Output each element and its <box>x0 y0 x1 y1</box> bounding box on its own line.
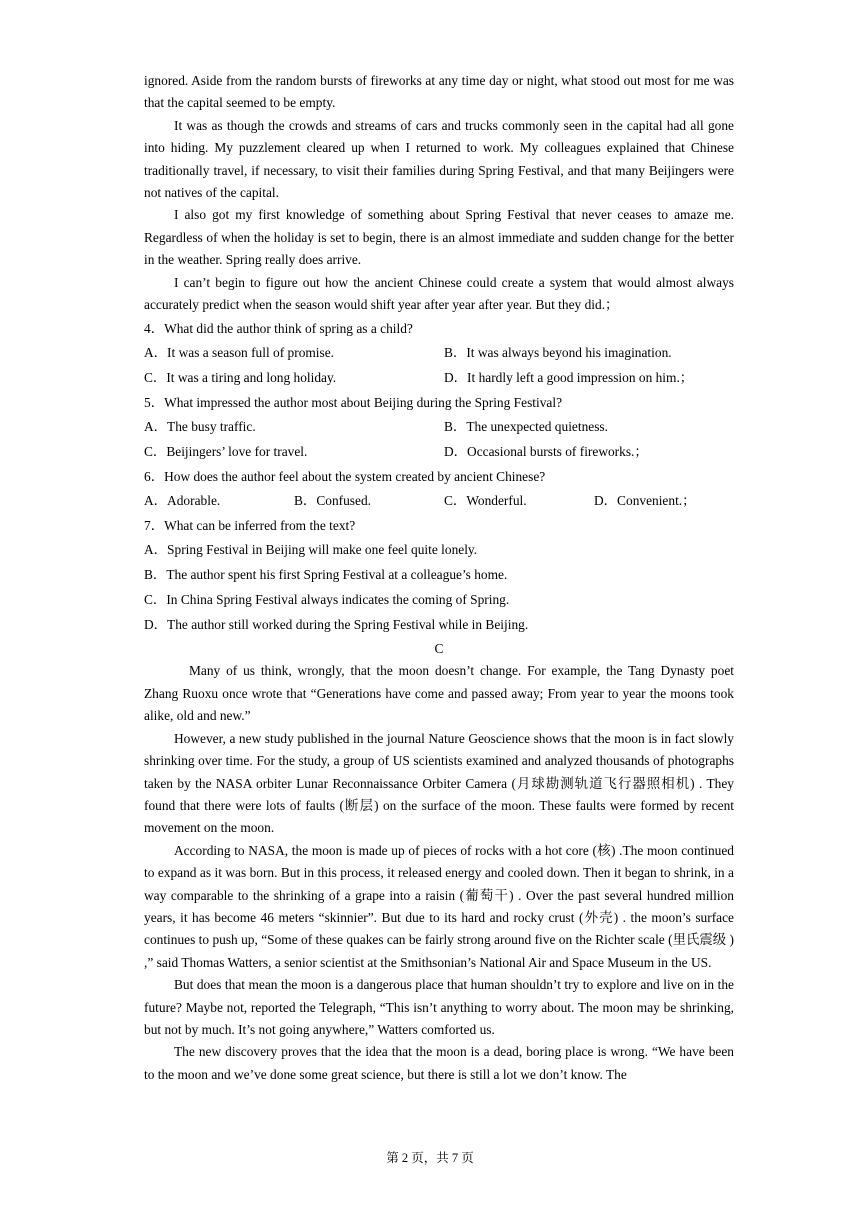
option-a: A．Spring Festival in Beijing will make one feel quite lonely. <box>144 542 478 558</box>
passage-paragraph: ignored. Aside from the random bursts of fireworks at any time day or night, what stood out most for me was that the capital seemed to be empty. <box>144 73 734 111</box>
option-b: B．Confused. <box>294 493 371 509</box>
option-d: D．Convenient.； <box>594 493 696 509</box>
passage-paragraph: According to NASA, the moon is made up of pieces of rocks with a hot core (核) .The moon continued to expand as it was born. But in this process, it released energy and cooled down. Then it began to shrink, in a way comparable to the shrinking of a grape into a raisin (葡萄干) . Over the past several hundred million years, it has become 46 meters “skinnier”. But due to its hard and rocky crust (外壳) . the moon’s surface continues to push up, “Some of these quakes can be fairly strong around five on the Richter scale (里氏震级 ) ,” said Thomas Watters, a senior scientist at the Smithsonian’s National Air and Space Museum in the US. <box>144 842 734 970</box>
option-d: D．Occasional bursts of fireworks.； <box>444 444 648 460</box>
passage-paragraph: I can’t begin to figure out how the ancient Chinese could create a system that would almost always accurately predict when the season would shift year after year after year. But they did.； <box>144 274 734 313</box>
option-b: B．The author spent his first Spring Festival at a colleague’s home. <box>144 567 508 583</box>
page-content <box>144 70 734 1086</box>
question-options <box>144 414 734 464</box>
option-c: C．Beijingers’ love for travel. <box>144 444 308 460</box>
option-d: D．It hardly left a good impression on him.； <box>444 370 694 386</box>
section-heading: C <box>434 641 444 657</box>
option-d: D．The author still worked during the Spring Festival while in Beijing. <box>144 617 529 633</box>
question-6 <box>144 465 734 513</box>
question-stem: 6．How does the author feel about the system created by ancient Chinese? <box>144 469 546 485</box>
question-7 <box>144 514 734 637</box>
option-b: B．It was always beyond his imagination. <box>444 345 672 361</box>
option-a: A．Adorable. <box>144 493 221 509</box>
passage-paragraph: I also got my first knowledge of something about Spring Festival that never ceases to amaze me. Regardless of when the holiday is set to begin, there is an almost immediate and sudden change for the better in the weather. Spring really does arrive. <box>144 207 734 268</box>
question-options <box>144 488 734 513</box>
page-number: 第 2 页，共 7 页 <box>386 1151 474 1165</box>
passage-paragraph: It was as though the crowds and streams of cars and trucks commonly seen in the capital had all gone into hiding. My puzzlement cleared up when I returned to work. My colleagues explained that Chinese traditionally travel, if necessary, to visit their families during Spring Festival, and that many Beijingers were not natives of the capital. <box>144 117 734 201</box>
option-c: C．It was a tiring and long holiday. <box>144 370 337 386</box>
option-a: A．It was a season full of promise. <box>144 345 335 361</box>
question-stem: 7．What can be inferred from the text? <box>144 518 356 534</box>
option-a: A．The busy traffic. <box>144 419 256 435</box>
passage-paragraph: Many of us think, wrongly, that the moon doesn’t change. For example, the Tang Dynasty poet Zhang Ruoxu once wrote that “Generations have come and passed away; From year to year the moons took alike, old and new.” <box>144 663 734 724</box>
option-b: B．The unexpected quietness. <box>444 419 608 435</box>
passage-paragraph: But does that mean the moon is a dangerous place that human shouldn’t try to explore and live on in the future? Maybe not, reported the Telegraph, “This isn’t anything to worry about. The moon may be shrinking, but not by much. It’s not going anywhere,” Watters comforted us. <box>144 977 734 1037</box>
passage-c <box>144 638 734 1086</box>
question-options <box>144 340 734 390</box>
question-5 <box>144 391 734 464</box>
passage-paragraph: The new discovery proves that the idea that the moon is a dead, boring place is wrong. “We have been to the moon and we’ve done some great science, but there is still a lot we don’t know. The <box>144 1044 734 1082</box>
option-c: C．Wonderful. <box>444 493 527 509</box>
question-4 <box>144 317 734 390</box>
question-stem: 4．What did the author think of spring as a child? <box>144 321 413 337</box>
passage-b <box>144 70 734 316</box>
option-c: C．In China Spring Festival always indicates the coming of Spring. <box>144 592 510 608</box>
question-stem: 5．What impressed the author most about Beijing during the Spring Festival? <box>144 395 563 411</box>
passage-paragraph: However, a new study published in the journal Nature Geoscience shows that the moon is in fact slowly shrinking over time. For the study, a group of US scientists examined and analyzed thousands of photographs taken by the NASA orbiter Lunar Reconnaissance Orbiter Camera (月球勘测轨道飞行器照相机) . They found that there were lots of faults (断层) on the surface of the moon. These faults were formed by recent movement on the moon. <box>144 730 734 836</box>
